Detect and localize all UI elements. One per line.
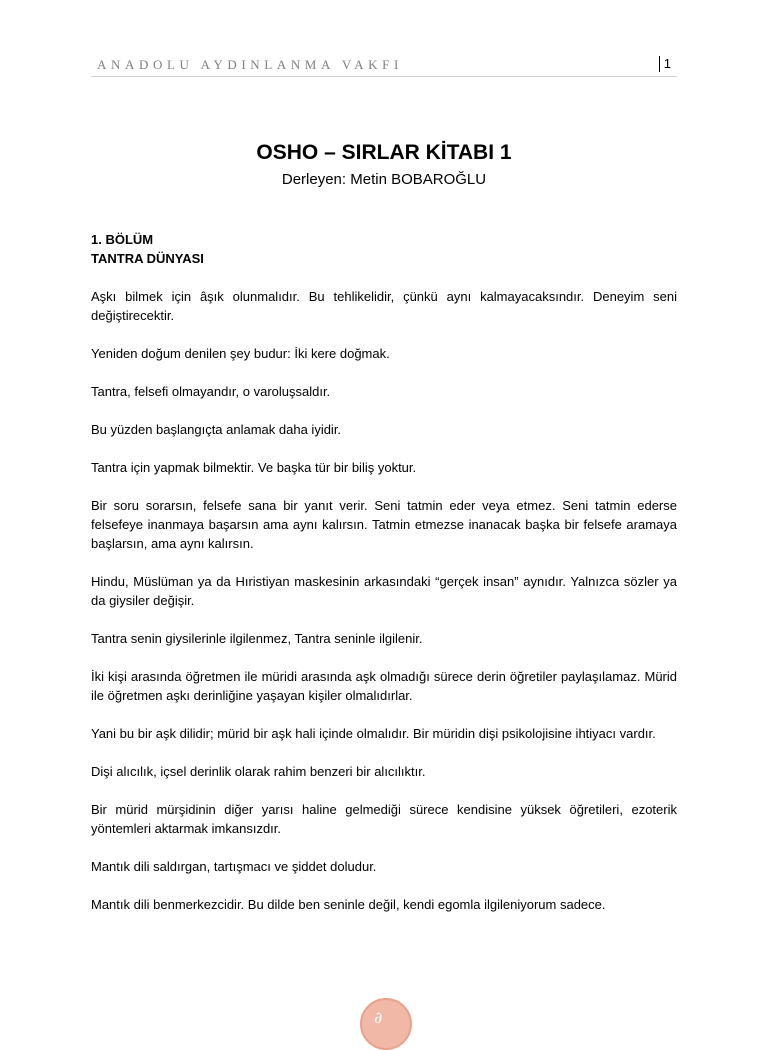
paragraph: Bir mürid mürşidinin diğer yarısı haline gelmediği sürece kendisine yüksek öğretileri, ezoterik yöntemleri aktarmak imkansızdır. [91, 802, 677, 836]
page-number: 1 [659, 56, 671, 72]
paragraph: Tantra için yapmak bilmektir. Ve başka tür bir biliş yoktur. [91, 460, 417, 475]
paragraph: Tantra senin giysilerinle ilgilenmez, Tantra seninle ilgilenir. [91, 631, 423, 646]
paragraph: Mantık dili saldırgan, tartışmacı ve şiddet doludur. [91, 859, 377, 874]
paragraph: İki kişi arasında öğretmen ile müridi arasında aşk olmadığı sürece derin öğretiler paylaşılamaz. Mürid ile öğretmen aşkı derinliğine yaşayan kişiler olmalıdırlar. [91, 669, 677, 703]
section-title: TANTRA DÜNYASI [91, 251, 204, 266]
foundation-logo-icon [360, 998, 412, 1050]
paragraph: Aşkı bilmek için âşık olunmalıdır. Bu tehlikelidir, çünkü aynı kalmayacaksındır. Deneyim seni değiştirecektir. [91, 289, 677, 323]
logo-mark-icon: ∂ [374, 1008, 383, 1027]
paragraph: Yani bu bir aşk dilidir; mürid bir aşk hali içinde olmalıdır. Bir müridin dişi psikolojisine ihtiyacı vardır. [91, 726, 656, 741]
section-number: 1. BÖLÜM [91, 232, 154, 247]
paragraph: Tantra, felsefi olmayandır, o varoluşsaldır. [91, 384, 331, 399]
paragraph: Mantık dili benmerkezcidir. Bu dilde ben seninle değil, kendi egomla ilgileniyorum sadece. [91, 897, 606, 912]
paragraph: Dişi alıcılık, içsel derinlik olarak rahim benzeri bir alıcılıktır. [91, 764, 426, 779]
document-body [91, 230, 677, 914]
document-subtitle: Derleyen: Metin BOBAROĞLU [281, 171, 487, 188]
paragraph: Bir soru sorarsın, felsefe sana bir yanıt verir. Seni tatmin eder veya etmez. Seni tatmin ederse felsefeye inanmaya başarsın ama aynı kalırsın. Tatmin etmezse inanacak başka bir felsefe aramaya başlarsın, ama aynı kalırsın. [91, 498, 677, 551]
paragraph: Bu yüzden başlangıçta anlamak daha iyidir. [91, 422, 342, 437]
document-title: OSHO – SIRLAR KİTABI 1 [256, 141, 512, 164]
page-header [91, 56, 677, 77]
paragraph: Yeniden doğum denilen şey budur: İki kere doğmak. [91, 346, 390, 361]
header-title: ANADOLU AYDINLANMA VAKFI [97, 57, 403, 72]
paragraph: Hindu, Müslüman ya da Hıristiyan maskesinin arkasındaki “gerçek insan” aynıdır. Yalnızca sözler ya da giysiler değişir. [91, 574, 677, 608]
